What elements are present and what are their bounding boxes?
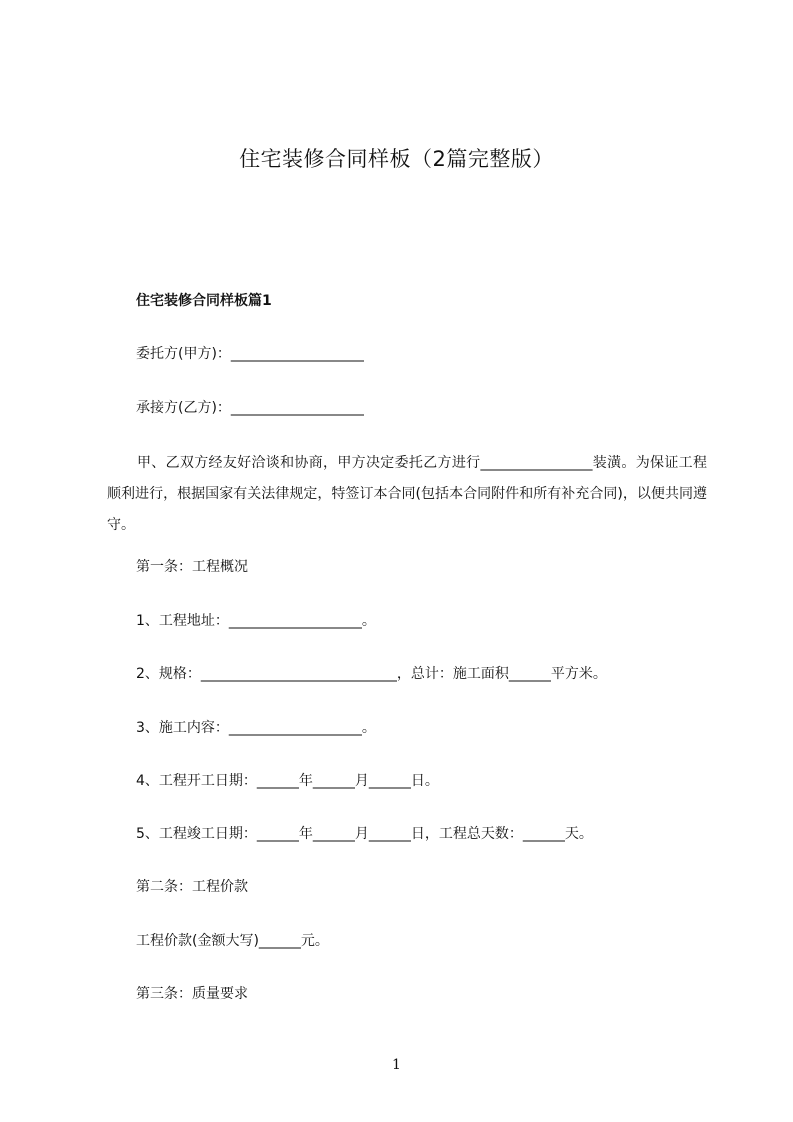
item-construction-content: 3、施工内容：___________________。	[136, 720, 376, 736]
contractor-line: 承接方(乙方)：___________________	[136, 400, 364, 416]
article3-title: 第三条：质量要求	[136, 986, 248, 1002]
intro-paragraph: 甲、乙双方经友好洽谈和协商，甲方决定委托乙方进行________________装潢。为保证工程顺利进行，根据国家有关法律规定，特签订本合同(包括本合同附件和所有补充合同)，以便共同遵守。	[107, 455, 707, 533]
item-specification: 2、规格：____________________________，总计：施工面积______平方米。	[136, 666, 607, 682]
article2-title: 第二条：工程价款	[136, 879, 248, 895]
page-number: 1	[392, 1057, 401, 1073]
client-line: 委托方(甲方)：___________________	[136, 346, 364, 362]
item-project-address: 1、工程地址：___________________。	[136, 613, 376, 629]
item-completion-date: 5、工程竣工日期：______年______月______日，工程总天数：______天。	[136, 826, 593, 842]
price-line: 工程价款(金额大写)______元。	[136, 933, 329, 949]
article1-title: 第一条：工程概况	[136, 559, 248, 575]
section-heading: 住宅装修合同样板篇1	[136, 293, 272, 309]
document-title: 住宅装修合同样板（2篇完整版）	[239, 147, 554, 171]
item-start-date: 4、工程开工日期：______年______月______日。	[136, 773, 439, 789]
